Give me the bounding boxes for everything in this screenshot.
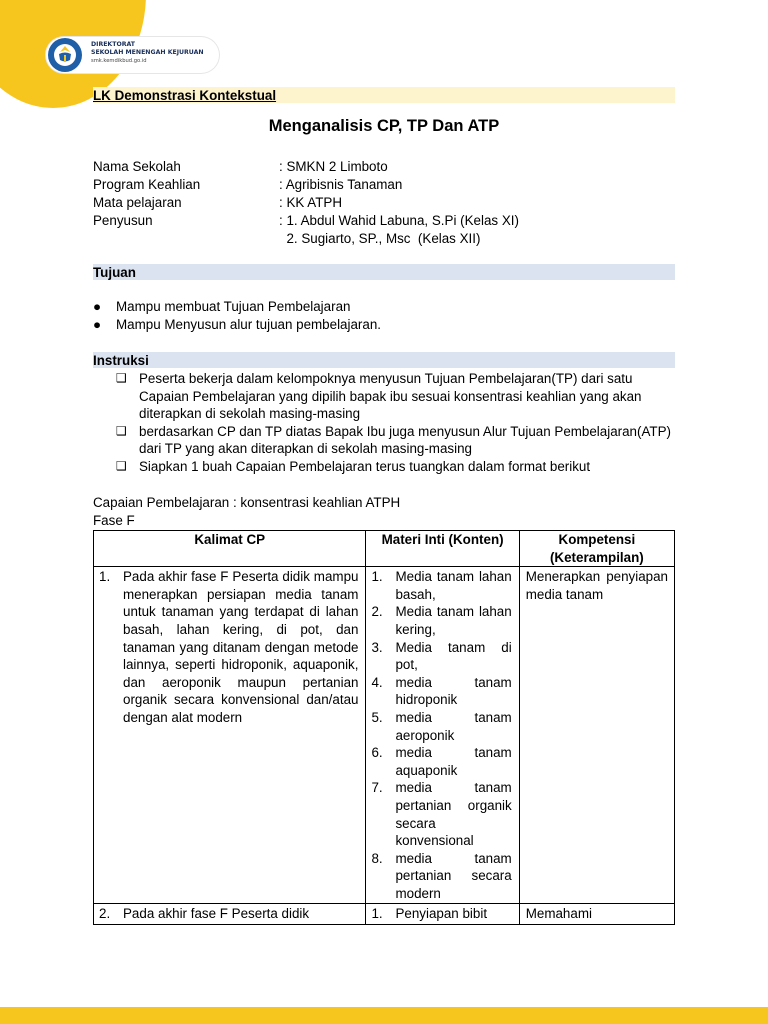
page-title: Menganalisis CP, TP Dan ATP xyxy=(268,117,500,135)
row-number: 1. xyxy=(99,569,111,585)
materi-item xyxy=(367,603,511,638)
materi-text: Media tanam di pot, xyxy=(395,639,512,673)
materi-text: media tanam hidroponik xyxy=(395,674,512,708)
kalimat-text: Pada akhir fase F Peserta didik mampu menerapkan persiapan media tanam untuk tanaman yang terdapat di lahan basah, lahan kering, di pot, dan tanaman yang ditanam dengan metode lainnya, seperti hidroponik, aquaponik, dan aeroponik maupun pertanian organik secara konvensional dan/atau dengan alat modern xyxy=(123,569,359,725)
materi-cell xyxy=(366,567,519,904)
materi-item xyxy=(367,905,511,923)
list-item-text: berdasarkan CP dan TP diatas Bapak Ibu juga menyusun Alur Tujuan Pembelajaran(ATP) dari TP yang akan diterapkan di sekolah masing-masing xyxy=(139,423,671,457)
materi-number: 7. xyxy=(371,780,383,796)
decorative-footer-bar xyxy=(0,1007,768,1024)
materi-number: 1. xyxy=(371,906,383,922)
checkbox-icon: ❑ xyxy=(116,371,127,385)
materi-number: 1. xyxy=(371,569,383,585)
instruksi-title: Instruksi xyxy=(93,353,149,368)
fase-line: Fase F xyxy=(93,513,135,528)
info-value: : 1. Abdul Wahid Labuna, S.Pi (Kelas XI) xyxy=(279,213,519,228)
info-label: Penyusun xyxy=(93,213,153,228)
materi-text: media tanam aeroponik xyxy=(395,709,512,743)
table-row xyxy=(94,904,675,925)
checkbox-icon: ❑ xyxy=(116,458,127,473)
materi-item xyxy=(367,850,511,903)
column-header-kalimat: Kalimat CP xyxy=(94,531,366,567)
kalimat-cell xyxy=(94,904,366,925)
list-item xyxy=(116,458,676,476)
kompetensi-text: Menerapkan penyiapan media tanam xyxy=(525,569,668,602)
info-label: Program Keahlian xyxy=(93,177,201,192)
bullet-icon: ● xyxy=(93,299,102,314)
list-item-text: Siapkan 1 buah Capaian Pembelajaran terus tuangkan dalam format berikut xyxy=(139,458,591,474)
materi-number: 3. xyxy=(371,639,383,655)
column-header-kompetensi: Kompetensi (Keterampilan) xyxy=(519,531,674,567)
kompetensi-cell xyxy=(519,904,674,925)
list-item-text: Mampu Menyusun alur tujuan pembelajaran. xyxy=(116,317,381,332)
kompetensi-cell xyxy=(519,567,674,904)
kompetensi-text: Memahami xyxy=(525,906,592,922)
materi-number: 4. xyxy=(371,674,383,690)
materi-text: media tanam pertanian secara modern xyxy=(395,850,512,901)
materi-text: media tanam pertanian organik secara konvensional xyxy=(395,780,512,849)
info-value: : KK ATPH xyxy=(279,195,343,210)
materi-item xyxy=(367,568,511,603)
info-label: Mata pelajaran xyxy=(93,195,182,210)
checkbox-icon: ❑ xyxy=(116,423,127,438)
info-label: Nama Sekolah xyxy=(93,159,181,174)
materi-number: 5. xyxy=(371,709,383,725)
materi-number: 6. xyxy=(371,745,383,761)
list-item xyxy=(116,370,676,423)
materi-text: Penyiapan bibit xyxy=(395,906,488,922)
capaian-line: Capaian Pembelajaran : konsentrasi keahlian ATPH xyxy=(93,495,401,510)
materi-cell xyxy=(366,904,519,925)
materi-number: 2. xyxy=(371,604,383,620)
lk-title: LK Demonstrasi Kontekstual xyxy=(93,88,277,103)
tujuan-band xyxy=(93,264,675,280)
info-value: : Agribisnis Tanaman xyxy=(279,177,403,192)
logo-line1: DIREKTORAT xyxy=(91,41,135,48)
list-item-text: Mampu membuat Tujuan Pembelajaran xyxy=(116,299,351,314)
row-number: 2. xyxy=(99,906,111,922)
materi-item xyxy=(367,709,511,744)
logo-url: smk.kemdikbud.go.id xyxy=(91,58,147,64)
bullet-icon: ● xyxy=(93,317,102,332)
materi-text: Media tanam lahan kering, xyxy=(395,604,512,637)
info-value: : SMKN 2 Limboto xyxy=(279,159,388,174)
kalimat-text: Pada akhir fase F Peserta didik xyxy=(123,906,310,922)
column-header-materi: Materi Inti (Konten) xyxy=(366,531,519,567)
materi-text: Media tanam lahan basah, xyxy=(395,569,512,602)
materi-text: media tanam aquaponik xyxy=(395,745,512,778)
logo-line2: SEKOLAH MENENGAH KEJURUAN xyxy=(91,48,204,56)
table-row xyxy=(94,567,675,904)
materi-item xyxy=(367,779,511,849)
list-item-text: Peserta bekerja dalam kelompoknya menyusun Tujuan Pembelajaran(TP) dari satu Capaian Pembelajaran yang dipilih bapak ibu sesuai konsentrasi keahlian yang akan diterapkan di sekolah masing-masing xyxy=(139,371,642,422)
instruksi-list xyxy=(116,370,676,476)
list-item xyxy=(116,423,676,458)
materi-item xyxy=(367,674,511,709)
directorate-logo xyxy=(46,37,219,73)
materi-item xyxy=(367,744,511,779)
info-value: 2. Sugiarto, SP., Msc (Kelas XII) xyxy=(279,231,481,246)
table-header-row xyxy=(94,531,675,567)
tujuan-title: Tujuan xyxy=(93,265,136,280)
instruksi-band xyxy=(93,352,675,368)
materi-number: 8. xyxy=(371,850,383,866)
materi-item xyxy=(367,639,511,674)
cp-table xyxy=(93,530,675,925)
tut-wuri-handayani-icon xyxy=(48,38,82,72)
kalimat-cell xyxy=(94,567,366,904)
